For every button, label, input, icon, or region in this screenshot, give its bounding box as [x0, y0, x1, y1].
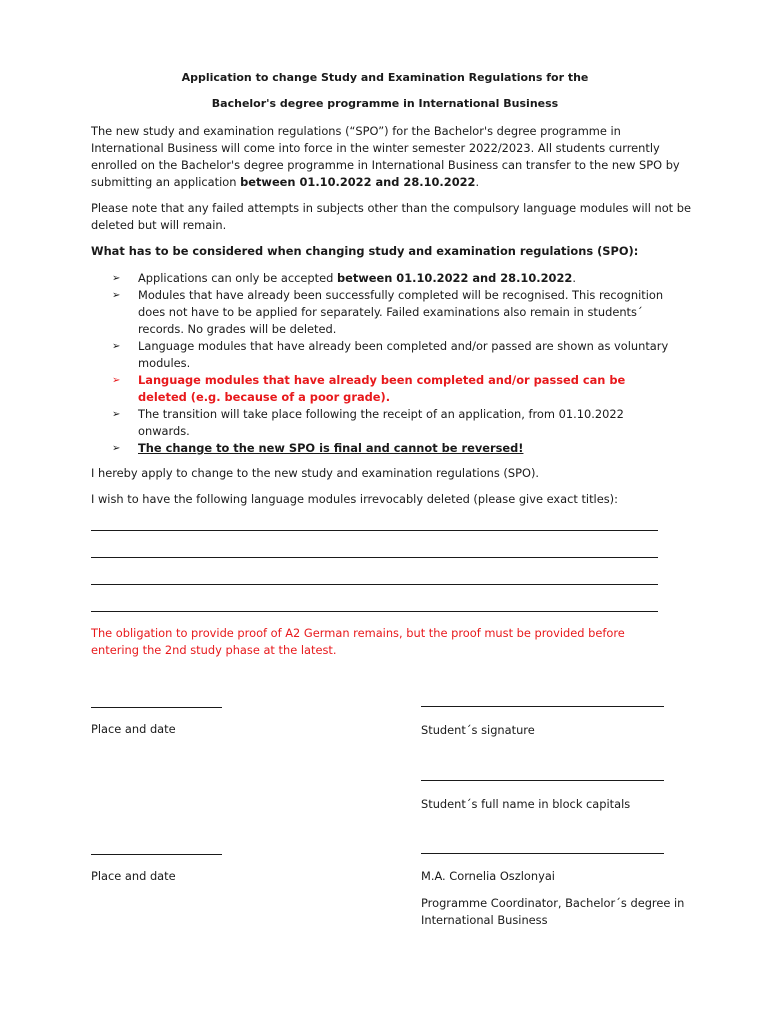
intro-end: . [475, 175, 480, 189]
apply-statement: I hereby apply to change to the new study and examination regulations (SPO). [91, 466, 540, 480]
coordinator-name: M.A. Cornelia Oszlonyai [421, 869, 555, 883]
student-signature-label: Student´s signature [421, 723, 535, 737]
intro-paragraph [91, 123, 683, 191]
list-item [112, 372, 672, 406]
delete-statement: I wish to have the following language modules irrevocably deleted (please give exact titles): [91, 492, 618, 506]
list-item [112, 270, 672, 287]
list-item [112, 440, 672, 457]
student-signature-line[interactable] [421, 706, 664, 707]
place-date-label-1: Place and date [91, 722, 176, 736]
bullet-3-text: Language modules that have already been completed and/or passed are shown as voluntary modules. [138, 339, 669, 370]
module-title-line-1[interactable] [91, 530, 658, 531]
intro-text: The new study and examination regulations (“SPO”) for the Bachelor's degree programme in International Business will come into force in the winter semester 2022/2023. All students currently enrolled on the Bachelor's degree programme in International Business can transfer to the new SPO by submitting an application [91, 124, 680, 189]
arrow-bullet-icon: ➢ [112, 375, 121, 386]
student-name-label: Student´s full name in block capitals [421, 797, 631, 811]
bullet-5-text: The transition will take place following the receipt of an application, from 01.10.2022 onwards. [138, 407, 624, 438]
list-item [112, 287, 672, 338]
arrow-bullet-icon: ➢ [112, 273, 121, 284]
list-item [112, 338, 672, 372]
list-item [112, 406, 672, 440]
bullet-6-text: The change to the new SPO is final and cannot be reversed! [138, 441, 524, 455]
bullet-1-end: . [572, 271, 576, 285]
a2-german-notice: The obligation to provide proof of A2 German remains, but the proof must be provided before entering the 2nd study phase at the latest. [91, 626, 625, 657]
place-date-line-2[interactable] [91, 854, 222, 855]
considerations-list [112, 270, 672, 457]
bullet-1-text: Applications can only be accepted [138, 271, 337, 285]
document-title-line-1: Application to change Study and Examination Regulations for the [181, 71, 589, 84]
arrow-bullet-icon: ➢ [112, 290, 121, 301]
bullet-4-text: Language modules that have already been completed and/or passed can be deleted (e.g. because of a poor grade). [138, 373, 626, 404]
bullet-1-dates: between 01.10.2022 and 28.10.2022 [336, 271, 573, 285]
bullet-2-text: Modules that have already been successfully completed will be recognised. This recognition does not have to be applied for separately. Failed examinations also remain in students´ records. No grades will be deleted. [138, 288, 664, 336]
failed-attempts-note: Please note that any failed attempts in subjects other than the compulsory language modules will not be deleted but will remain. [91, 201, 691, 232]
coordinator-signature-line[interactable] [421, 853, 664, 854]
student-name-line[interactable] [421, 780, 664, 781]
module-title-line-2[interactable] [91, 557, 658, 558]
arrow-bullet-icon: ➢ [112, 341, 121, 352]
intro-dates: between 01.10.2022 and 28.10.2022 [240, 175, 476, 189]
considered-heading: What has to be considered when changing study and examination regulations (SPO): [91, 244, 639, 258]
place-date-label-2: Place and date [91, 869, 176, 883]
module-title-line-3[interactable] [91, 584, 658, 585]
arrow-bullet-icon: ➢ [112, 409, 121, 420]
document-title-line-2: Bachelor's degree programme in International Business [211, 97, 559, 110]
coordinator-role: Programme Coordinator, Bachelor´s degree in International Business [421, 896, 685, 927]
module-title-line-4[interactable] [91, 611, 658, 612]
place-date-line-1[interactable] [91, 707, 222, 708]
arrow-bullet-icon: ➢ [112, 443, 121, 454]
